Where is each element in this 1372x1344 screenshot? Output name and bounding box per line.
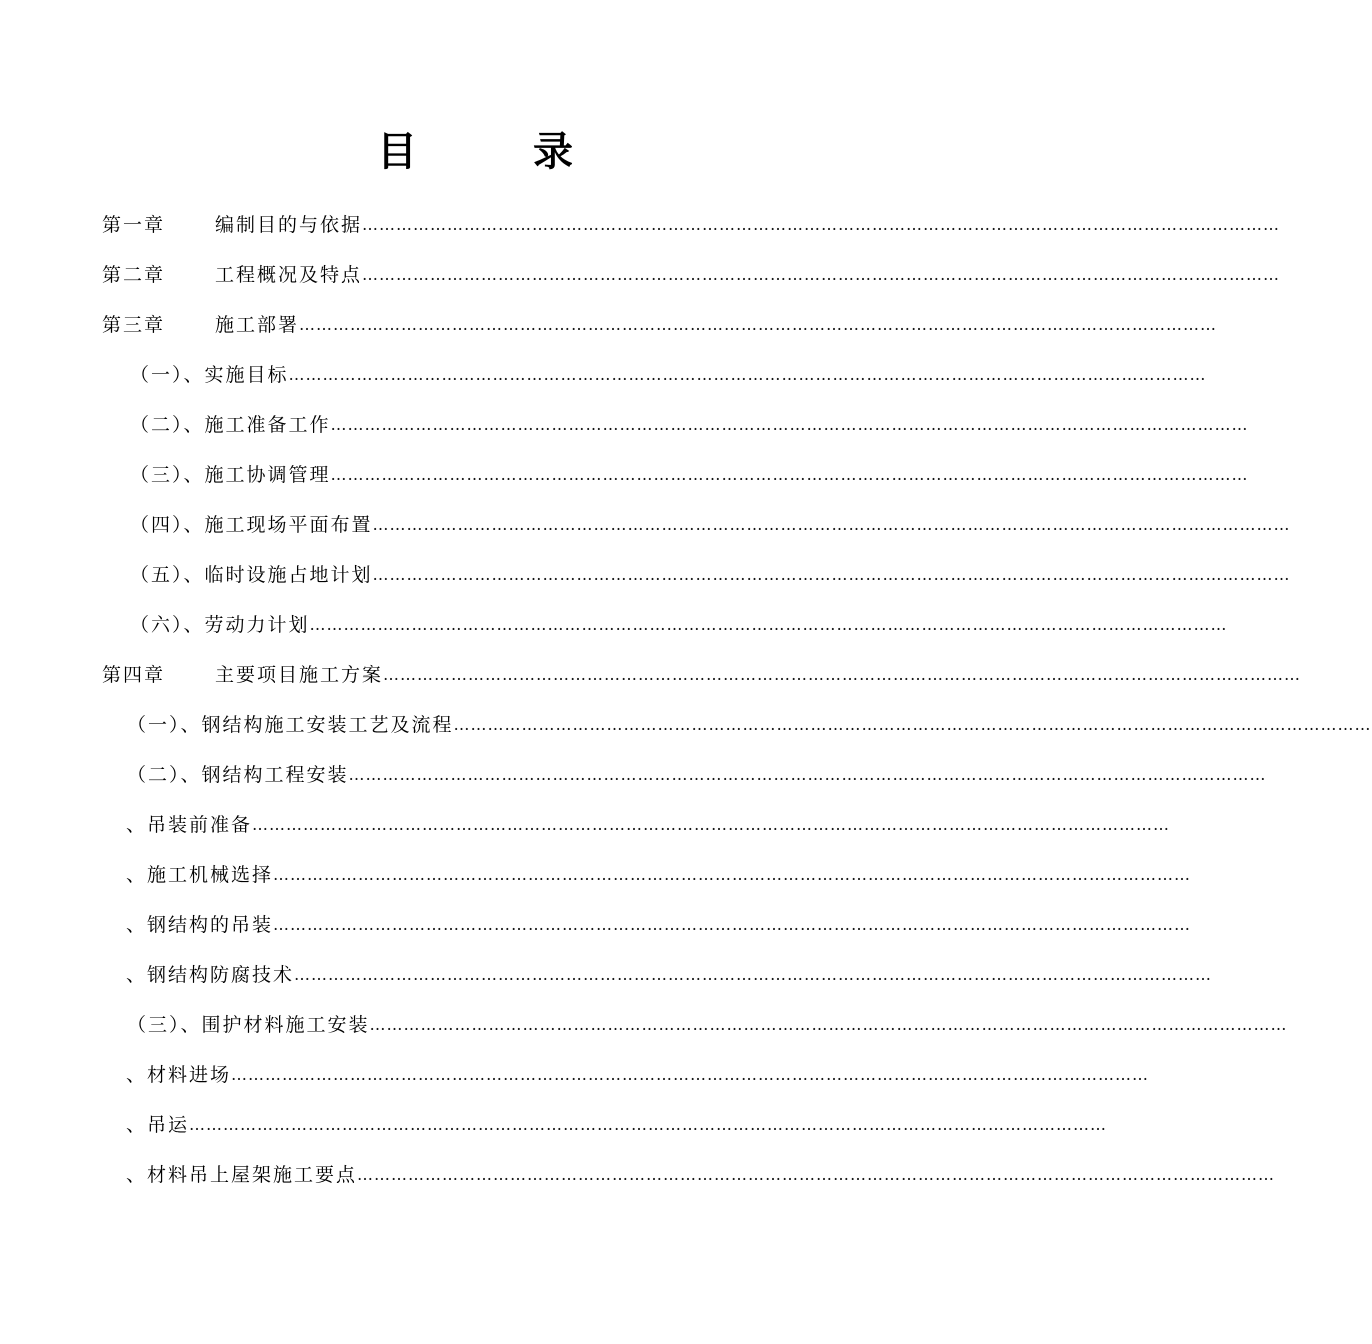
leader-dots: ……………………………………………………………………………………………………………………………………………… bbox=[362, 265, 1281, 284]
toc-entry-text bbox=[102, 650, 383, 700]
toc-entry[interactable] bbox=[0, 950, 1213, 1000]
toc-entry[interactable] bbox=[0, 1150, 1276, 1200]
toc-entry[interactable] bbox=[0, 250, 1281, 300]
leader-dots: ……………………………………………………………………………………………………………………………………………… bbox=[372, 515, 1291, 534]
toc-entry[interactable] bbox=[0, 750, 1267, 800]
section-title: （一）、实施目标 bbox=[130, 364, 289, 386]
subsection-title: 、吊运 bbox=[126, 1114, 190, 1136]
subsection-title: 、施工机械选择 bbox=[126, 864, 274, 886]
chapter-number: 第一章 bbox=[102, 214, 166, 236]
section-title: （四）、施工现场平面布置 bbox=[130, 514, 373, 536]
chapter-title: 主要项目施工方案 bbox=[215, 664, 384, 686]
chapter-title: 工程概况及特点 bbox=[215, 264, 363, 286]
section-title: （二）、钢结构工程安装 bbox=[127, 764, 349, 786]
leader-dots: ……………………………………………………………………………………………………………………………………………… bbox=[369, 1015, 1288, 1034]
leader-dots: ……………………………………………………………………………………………………………………………………………… bbox=[309, 615, 1228, 634]
toc-entry[interactable] bbox=[0, 550, 1291, 600]
toc-entry[interactable] bbox=[0, 350, 1207, 400]
toc-entry[interactable] bbox=[0, 1000, 1288, 1050]
leader-dots: ……………………………………………………………………………………………………………………………………………… bbox=[383, 665, 1302, 684]
section-title: （二）、施工准备工作 bbox=[130, 414, 331, 436]
leader-dots: ……………………………………………………………………………………………………………………………………………… bbox=[330, 465, 1249, 484]
subsection-title: 、材料进场 bbox=[126, 1064, 232, 1086]
toc-entry[interactable] bbox=[0, 600, 1228, 650]
section-title: （三）、施工协调管理 bbox=[130, 464, 331, 486]
toc-entry-text bbox=[102, 250, 362, 300]
leader-dots: ……………………………………………………………………………………………………………………………………………… bbox=[273, 865, 1192, 884]
chapter-number: 第四章 bbox=[102, 664, 166, 686]
leader-dots: ……………………………………………………………………………………………………………………………………………… bbox=[288, 365, 1207, 384]
toc-entry[interactable] bbox=[0, 800, 1171, 850]
leader-dots: ……………………………………………………………………………………………………………………………………………… bbox=[330, 415, 1249, 434]
toc-entry[interactable] bbox=[0, 1050, 1150, 1100]
toc-entry[interactable] bbox=[0, 400, 1249, 450]
subsection-title: 、钢结构防腐技术 bbox=[126, 964, 295, 986]
section-title: （一）、钢结构施工安装工艺及流程 bbox=[127, 714, 454, 736]
leader-dots: ……………………………………………………………………………………………………………………………………………… bbox=[357, 1165, 1276, 1184]
toc-list bbox=[0, 200, 1372, 1200]
leader-dots: ……………………………………………………………………………………………………………………………………………… bbox=[362, 215, 1281, 234]
leader-dots: ……………………………………………………………………………………………………………………………………………… bbox=[294, 965, 1213, 984]
leader-dots: ……………………………………………………………………………………………………………………………………………… bbox=[372, 565, 1291, 584]
toc-entry[interactable] bbox=[0, 1100, 1108, 1150]
subsection-title: 、材料吊上屋架施工要点 bbox=[126, 1164, 358, 1186]
toc-entry[interactable] bbox=[0, 500, 1291, 550]
leader-dots: ……………………………………………………………………………………………………………………………………………… bbox=[273, 915, 1192, 934]
leader-dots: ……………………………………………………………………………………………………………………………………………… bbox=[453, 715, 1372, 734]
chapter-title: 施工部署 bbox=[215, 314, 300, 336]
leader-dots: ……………………………………………………………………………………………………………………………………………… bbox=[348, 765, 1267, 784]
toc-heading: 目 录 bbox=[377, 128, 611, 175]
toc-entry[interactable] bbox=[0, 300, 1218, 350]
section-title: （五）、临时设施占地计划 bbox=[130, 564, 373, 586]
leader-dots: ……………………………………………………………………………………………………………………………………………… bbox=[231, 1065, 1150, 1084]
toc-entry-text bbox=[102, 200, 362, 250]
toc-entry[interactable] bbox=[0, 650, 1302, 700]
leader-dots: ……………………………………………………………………………………………………………………………………………… bbox=[299, 315, 1218, 334]
leader-dots: ……………………………………………………………………………………………………………………………………………… bbox=[252, 815, 1171, 834]
section-title: （六）、劳动力计划 bbox=[130, 614, 310, 636]
chapter-number: 第三章 bbox=[102, 314, 166, 336]
chapter-number: 第二章 bbox=[102, 264, 166, 286]
subsection-title: 、钢结构的吊装 bbox=[126, 914, 274, 936]
toc-entry[interactable] bbox=[0, 200, 1281, 250]
toc-entry[interactable] bbox=[0, 850, 1192, 900]
toc-entry-text bbox=[102, 300, 299, 350]
toc-entry[interactable] bbox=[0, 450, 1249, 500]
section-title: （三）、围护材料施工安装 bbox=[127, 1014, 370, 1036]
subsection-title: 、吊装前准备 bbox=[126, 814, 253, 836]
leader-dots: ……………………………………………………………………………………………………………………………………………… bbox=[189, 1115, 1108, 1134]
toc-entry[interactable] bbox=[0, 900, 1192, 950]
toc-entry[interactable] bbox=[0, 700, 1372, 750]
chapter-title: 编制目的与依据 bbox=[215, 214, 363, 236]
